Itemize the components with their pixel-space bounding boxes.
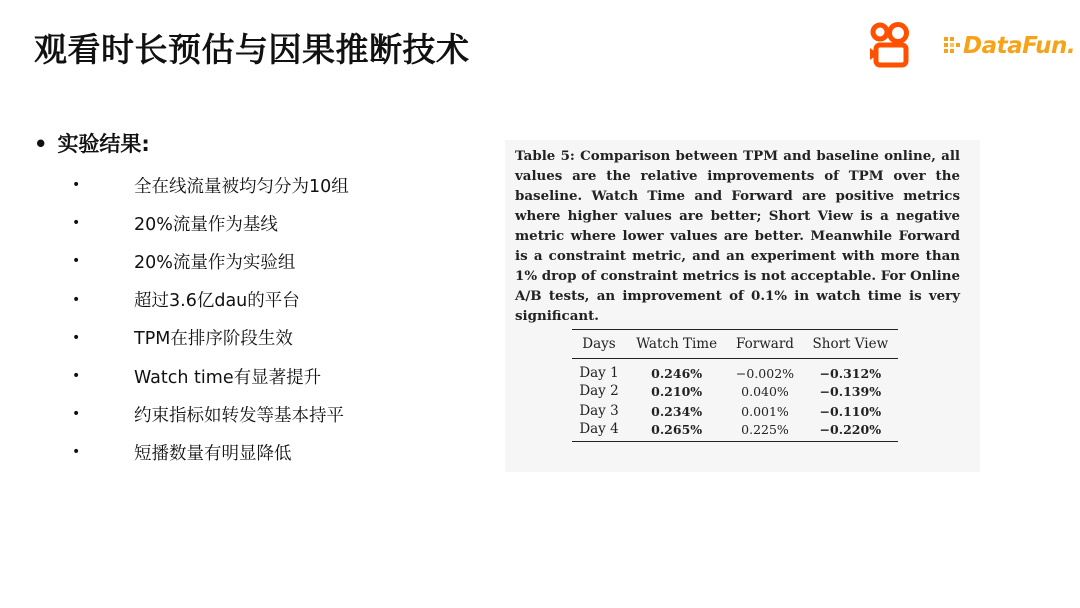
bullet-text: 约束指标如转发等基本持平 — [134, 405, 344, 426]
cell-short-view: −0.220% — [819, 421, 882, 437]
list-item — [72, 281, 349, 319]
column-header-forward: Forward — [736, 336, 794, 352]
list-item — [72, 166, 349, 204]
list-item — [72, 433, 349, 471]
list-item — [72, 395, 349, 433]
bullet-text: 短播数量有明显降低 — [134, 443, 292, 464]
table-caption: Table 5: Comparison between TPM and baseline online, all values are the relative improvements of TPM over the baseline. Watch Time and Forward are positive metrics where higher values are better; Short View is a negative metric where lower values are better. Meanwhile Forward is a constraint metric, and an experiment with more than 1% drop of constraint metrics is not acceptable. For Online A/B tests, an improvement of 0.1% in watch time is very significant. — [515, 148, 960, 324]
bullet-text: 20%流量作为基线 — [134, 214, 278, 235]
datafun-dots-icon — [942, 35, 962, 57]
slide-title: 观看时长预估与因果推断技术 — [34, 30, 470, 69]
list-item — [72, 357, 349, 395]
bullet-dot: • — [72, 215, 81, 232]
table-row — [572, 381, 898, 401]
cell-short-view: −0.139% — [819, 383, 882, 399]
results-table — [572, 329, 898, 442]
cell-short-view: −0.110% — [819, 403, 882, 419]
bullet-dot: • — [72, 329, 81, 346]
cell-day: Day 1 — [579, 365, 619, 381]
list-item — [72, 242, 349, 280]
bullet-text: 20%流量作为实验组 — [134, 252, 296, 273]
bullet-dot: • — [72, 368, 81, 385]
cell-day: Day 2 — [579, 383, 619, 399]
table-row — [572, 359, 898, 382]
cell-watch-time: 0.265% — [651, 421, 703, 437]
table-header-row — [572, 330, 898, 359]
cell-short-view: −0.312% — [819, 365, 882, 381]
cell-day: Day 3 — [579, 403, 619, 419]
bullet-dot: • — [72, 406, 81, 423]
cell-watch-time: 0.210% — [651, 383, 703, 399]
table-row — [572, 401, 898, 421]
cell-forward: 0.225% — [741, 421, 789, 437]
results-bullet-list — [72, 166, 349, 472]
cell-watch-time: 0.246% — [651, 365, 703, 381]
cell-forward: −0.002% — [735, 365, 795, 381]
bullet-dot: • — [72, 177, 81, 194]
bullet-text: 超过3.6亿dau的平台 — [134, 291, 300, 312]
datafun-logo — [942, 30, 1075, 62]
cell-forward: 0.001% — [741, 403, 789, 419]
column-header-watch-time: Watch Time — [636, 336, 718, 352]
bullet-dot: • — [72, 253, 81, 270]
list-item — [72, 204, 349, 242]
bullet-text: TPM在排序阶段生效 — [134, 329, 293, 350]
section-bullet: • — [34, 132, 48, 156]
section-heading — [34, 128, 150, 158]
cell-day: Day 4 — [579, 421, 619, 437]
section-heading-text: 实验结果: — [57, 132, 150, 156]
bullet-dot: • — [72, 291, 81, 308]
datafun-logo-text: DataFun. — [963, 33, 1076, 59]
column-header-days: Days — [582, 336, 616, 352]
bullet-text: Watch time有显著提升 — [134, 367, 322, 388]
kuaishou-logo-icon — [868, 22, 912, 68]
bullet-text: 全在线流量被均匀分为10组 — [134, 176, 349, 197]
column-header-short-view: Short View — [812, 336, 889, 352]
cell-forward: 0.040% — [741, 383, 789, 399]
bullet-dot: • — [72, 444, 81, 461]
cell-watch-time: 0.234% — [651, 403, 703, 419]
list-item — [72, 319, 349, 357]
table-row — [572, 421, 898, 442]
paper-excerpt-panel — [505, 140, 980, 472]
